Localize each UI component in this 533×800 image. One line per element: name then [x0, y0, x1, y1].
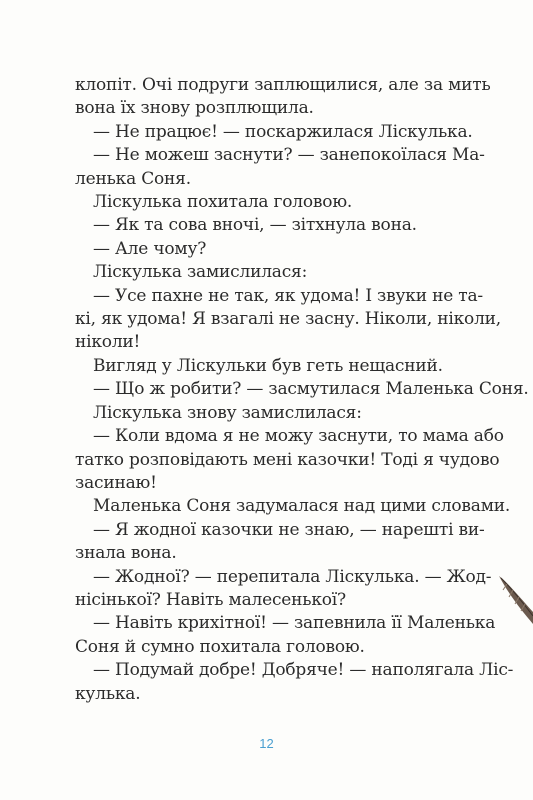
text-line: — Я жодної казочки не знаю, — нарешті ви- — [93, 519, 485, 540]
text-line: — Жодної? — перепитала Ліскулька. — Жод- — [93, 566, 492, 587]
text-line: — Навіть крихітної! — запевнила її Маленька — [93, 613, 496, 634]
text-line: — Як та сова вночі, — зітхнула вона. — [93, 215, 417, 236]
text-line: Ліскулька замислилася: — [93, 262, 308, 283]
text-line: Вигляд у Ліскульки був геть нещасний. — [93, 355, 443, 376]
text-line: кулька. — [75, 683, 141, 704]
page-number: 12 — [259, 736, 274, 751]
text-line: Ліскулька знову замислилася: — [93, 402, 362, 423]
text-line: — Коли вдома я не можу заснути, то мама або — [93, 426, 504, 447]
text-line: Маленька Соня задумалася над цими словами. — [93, 496, 511, 517]
text-line: Соня й сумно похитала головою. — [75, 636, 365, 657]
feather-icon — [497, 568, 533, 628]
text-line: кі, як удома! Я взагалі не засну. Ніколи, ніколи, — [75, 309, 501, 330]
text-line: — Не можеш заснути? — занепокоїлася Ма- — [93, 145, 485, 166]
text-line: ніколи! — [75, 332, 141, 353]
story-text — [75, 74, 529, 706]
text-line: Ліскулька похитала головою. — [93, 192, 353, 213]
text-line: засинаю! — [75, 472, 157, 493]
text-line: — Не працює! — поскаржилася Ліскулька. — [93, 121, 473, 142]
text-line: вона їх знову розплющила. — [75, 98, 314, 119]
text-line: знала вона. — [75, 543, 177, 564]
text-line: — Але чому? — [93, 238, 207, 259]
text-line: — Подумай добре! Добряче! — наполягала Ліс- — [93, 660, 514, 681]
text-line: — Що ж робити? — засмутилася Маленька Соня. — [93, 379, 529, 400]
text-line: ленька Соня. — [75, 168, 191, 189]
text-line: татко розповідають мені казочки! Тоді я чудово — [75, 449, 500, 470]
text-line: нісінької? Навіть малесенької? — [75, 589, 346, 610]
text-line: — Усе пахне не так, як удома! І звуки не та- — [93, 285, 483, 306]
text-line: клопіт. Очі подруги заплющилися, але за мить — [75, 75, 491, 95]
